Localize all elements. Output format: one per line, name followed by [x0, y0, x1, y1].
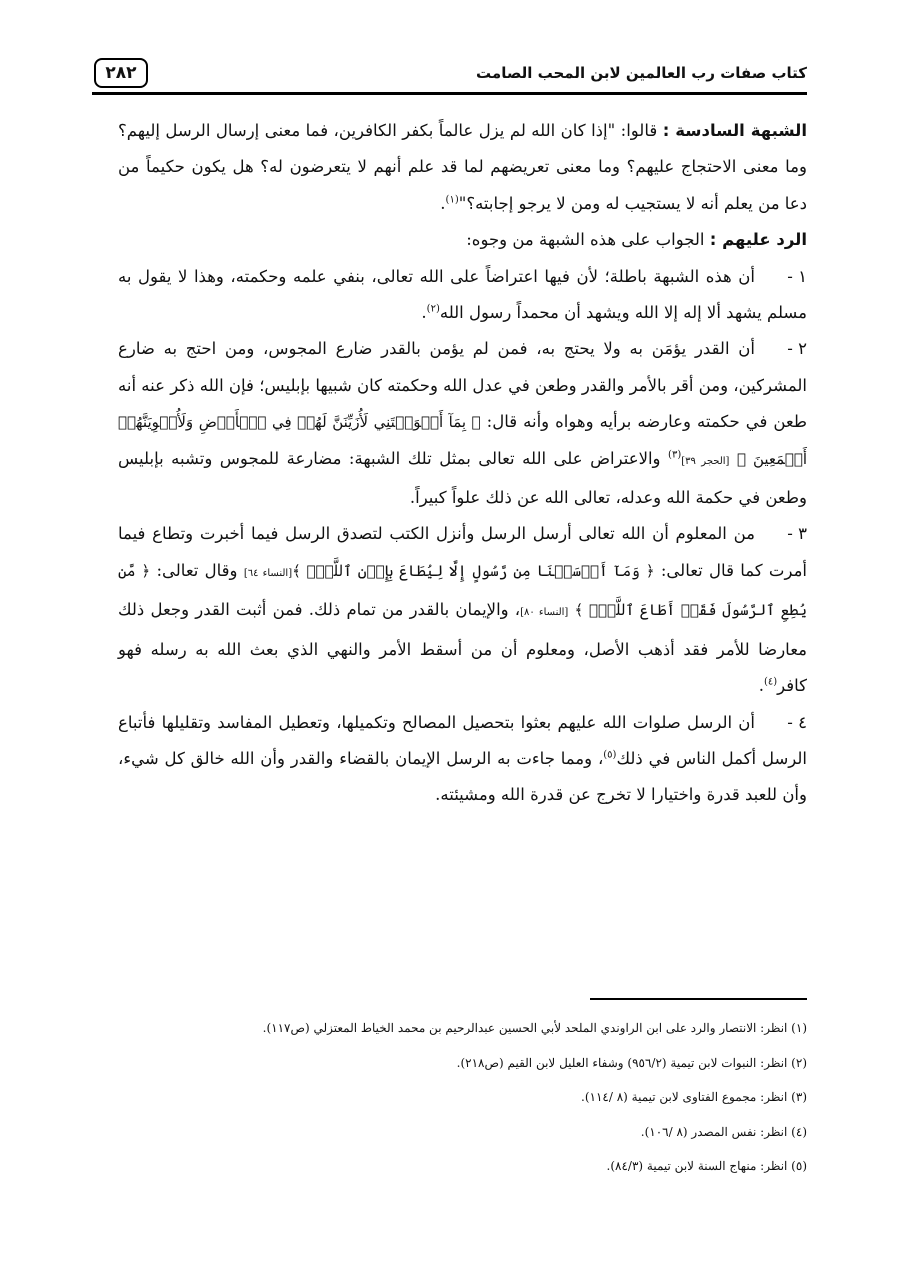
- verse-ref-nisa-80: [النساء ٨٠]: [520, 607, 569, 619]
- shubha-heading: الشبهة السادسة :: [662, 121, 808, 140]
- point-2-number: ٢ -: [787, 339, 807, 359]
- footnotes: [118, 1011, 807, 1184]
- footnote-3: (٣) انظر: مجموع الفتاوى لابن تيمية (٨ /١١٤).: [581, 1090, 807, 1104]
- point-3-number: ٣ -: [787, 524, 807, 544]
- footnote-4: (٤) انظر: نفس المصدر (٨ /١٠٦).: [640, 1124, 807, 1139]
- book-title: كتاب صفات رب العالمين لابن المحب الصامت: [476, 64, 807, 82]
- footnote-ref-5: (٥): [603, 749, 617, 761]
- page-header: [92, 58, 807, 95]
- point-1-number: ١ -: [787, 266, 807, 286]
- footnote-ref-4: (٤): [763, 676, 778, 688]
- footnote-5: (٥) انظر: منهاج السنة لابن تيمية (٨٤/٣).: [606, 1159, 807, 1173]
- point-2-text-a: أن القدر يؤمَن به ولا يحتج به، فمن لم يؤمن بالقدر ضارع المجوس، ومن احتج به ضارع المشركين، ومن أقر بالأمر والقدر وطعن في عدل الله وحكمته كان شبيها بإبليس؛ فإن الله ذكر عنه أنه طعن في حكمته وعارضه برأيه وهواه وأنه قال:: [118, 339, 808, 432]
- point-2-text-b: والاعتراض على الله تعالى بمثل تلك الشبهة: مضارعة للمجوس وتشبه بإبليس وطعن في حكمة الله وعدله، تعالى الله عن ذلك علواً كبيراً.: [118, 448, 807, 508]
- point-3-text-b: ، والإيمان بالقدر من تمام ذلك. فمن أثبت القدر وجعل ذلك معارضا للأمر فقد أذهب الأصل، ومعلوم أن من أسقط الأمر والنهي الذي بعث الله به رسله فهو كافر: [118, 600, 807, 696]
- footnote-ref-1: (١): [445, 194, 459, 206]
- verse-ref-nisa-64: [النساء ٦٤]: [243, 567, 293, 579]
- quran-verse-nisa-80: ﴿ مَّن يُطِعِ ٱلرَّسُولَ فَقَدۡ أَطَاعَ ٱللَّهَۖ ﴾: [118, 561, 807, 620]
- point-4-number: ٤ -: [787, 712, 807, 732]
- footnote-divider: [590, 998, 807, 1000]
- footnote-ref-2: (٢): [426, 303, 440, 315]
- point-1-end: .: [421, 303, 427, 323]
- shubha-text: قالوا: "إذا كان الله لم يزل عالماً بكفر الكافرين، فما معنى إرسال الرسل إليهم؟ وما معنى الاحتجاج عليهم؟ وما معنى تعريضهم لما قد علم أنهم لا يتعرضون له؟ هل يكون حكيماً من دعا من يعلم أنه لا يستجيب له ومن لا يرجو إجابته؟": [118, 121, 807, 213]
- point-2: [118, 331, 807, 516]
- point-3: [118, 516, 807, 704]
- point-4-text-b: ، ومما جاءت به الرسل الإيمان بالقضاء والقدر وأن الله خالق كل شيء، وأن للعبد قدرة واختيارا لا تخرج عن قدرة الله ومشيئته.: [118, 748, 807, 805]
- page-number: ٢٨٢: [94, 58, 148, 88]
- point-1-text: أن هذه الشبهة باطلة؛ لأن فيها اعتراضاً على الله تعالى، بنفي علمه وحكمته، وهذا لا يقول به مسلم يشهد ألا إله إلا الله ويشهد أن محمداً رسول الله: [118, 266, 807, 323]
- point-4: [118, 705, 807, 814]
- footnote-ref-3: (٣): [668, 449, 682, 461]
- footnote-2: (٢) انظر: النبوات لابن تيمية (٩٥٦/٢) وشفاء العليل لابن القيم (ص٢١٨).: [456, 1055, 807, 1070]
- quran-verse-hijr: ﴿ بِمَآ أَغۡوَيۡتَنِي لَأُزَيِّنَنَّ لَهُمۡ فِي ٱلۡأَرۡضِ وَلَأُغۡوِيَنَّهُمۡ أَجۡمَعِينَ ﴾: [118, 413, 808, 468]
- verse-ref-hijr: [الحجر ٣٩]: [681, 455, 730, 467]
- point-3-end: .: [758, 676, 764, 696]
- point-3-text-mid: وقال تعالى:: [156, 560, 238, 580]
- point-4-text-a: أن الرسل صلوات الله عليهم بعثوا بتحصيل المصالح وتكميلها، وتعطيل المفاسد وتقليلها فأتباع الرسل أكمل الناس في ذلك: [118, 712, 807, 768]
- main-text: [118, 113, 807, 814]
- reply-paragraph: [118, 222, 807, 258]
- footnote-1: (١) انظر: الانتصار والرد على ابن الراوندي الملحد لأبي الحسين عبدالرحيم بن محمد الخياط المعتزلي (ص١١٧).: [262, 1021, 807, 1035]
- quran-verse-nisa-64: ﴿ وَمَآ أَرۡسَلۡنَا مِن رَّسُولٍ إِلَّا لِيُطَاعَ بِإِذۡنِ ٱللَّهِۚ ﴾: [292, 561, 655, 580]
- reply-heading: الرد عليهم :: [709, 230, 807, 250]
- reply-text: الجواب على هذه الشبهة من وجوه:: [466, 230, 705, 250]
- point-1: [118, 259, 807, 332]
- point-3-text-a: من المعلوم أن الله تعالى أرسل الرسل وأنزل الكتب لتصدق الرسل فيما أخبرت وتطاع فيما أمرت كما قال تعالى:: [118, 524, 807, 580]
- shubha-paragraph: الشبهة السادسة : قالوا: "إذا كان الله لم يزل عالماً بكفر الكافرين، فما معنى إرسال الرسل إليهم؟ وما معنى الاحتجاج عليهم؟ وما معنى تعريضهم لما قد علم أنهم لا يتعرضون له؟ هل يكون حكيماً من دعا من يعلم أنه لا يستجيب له ومن لا يرجو إجابته؟"$^{(١)}$.: [118, 121, 808, 213]
